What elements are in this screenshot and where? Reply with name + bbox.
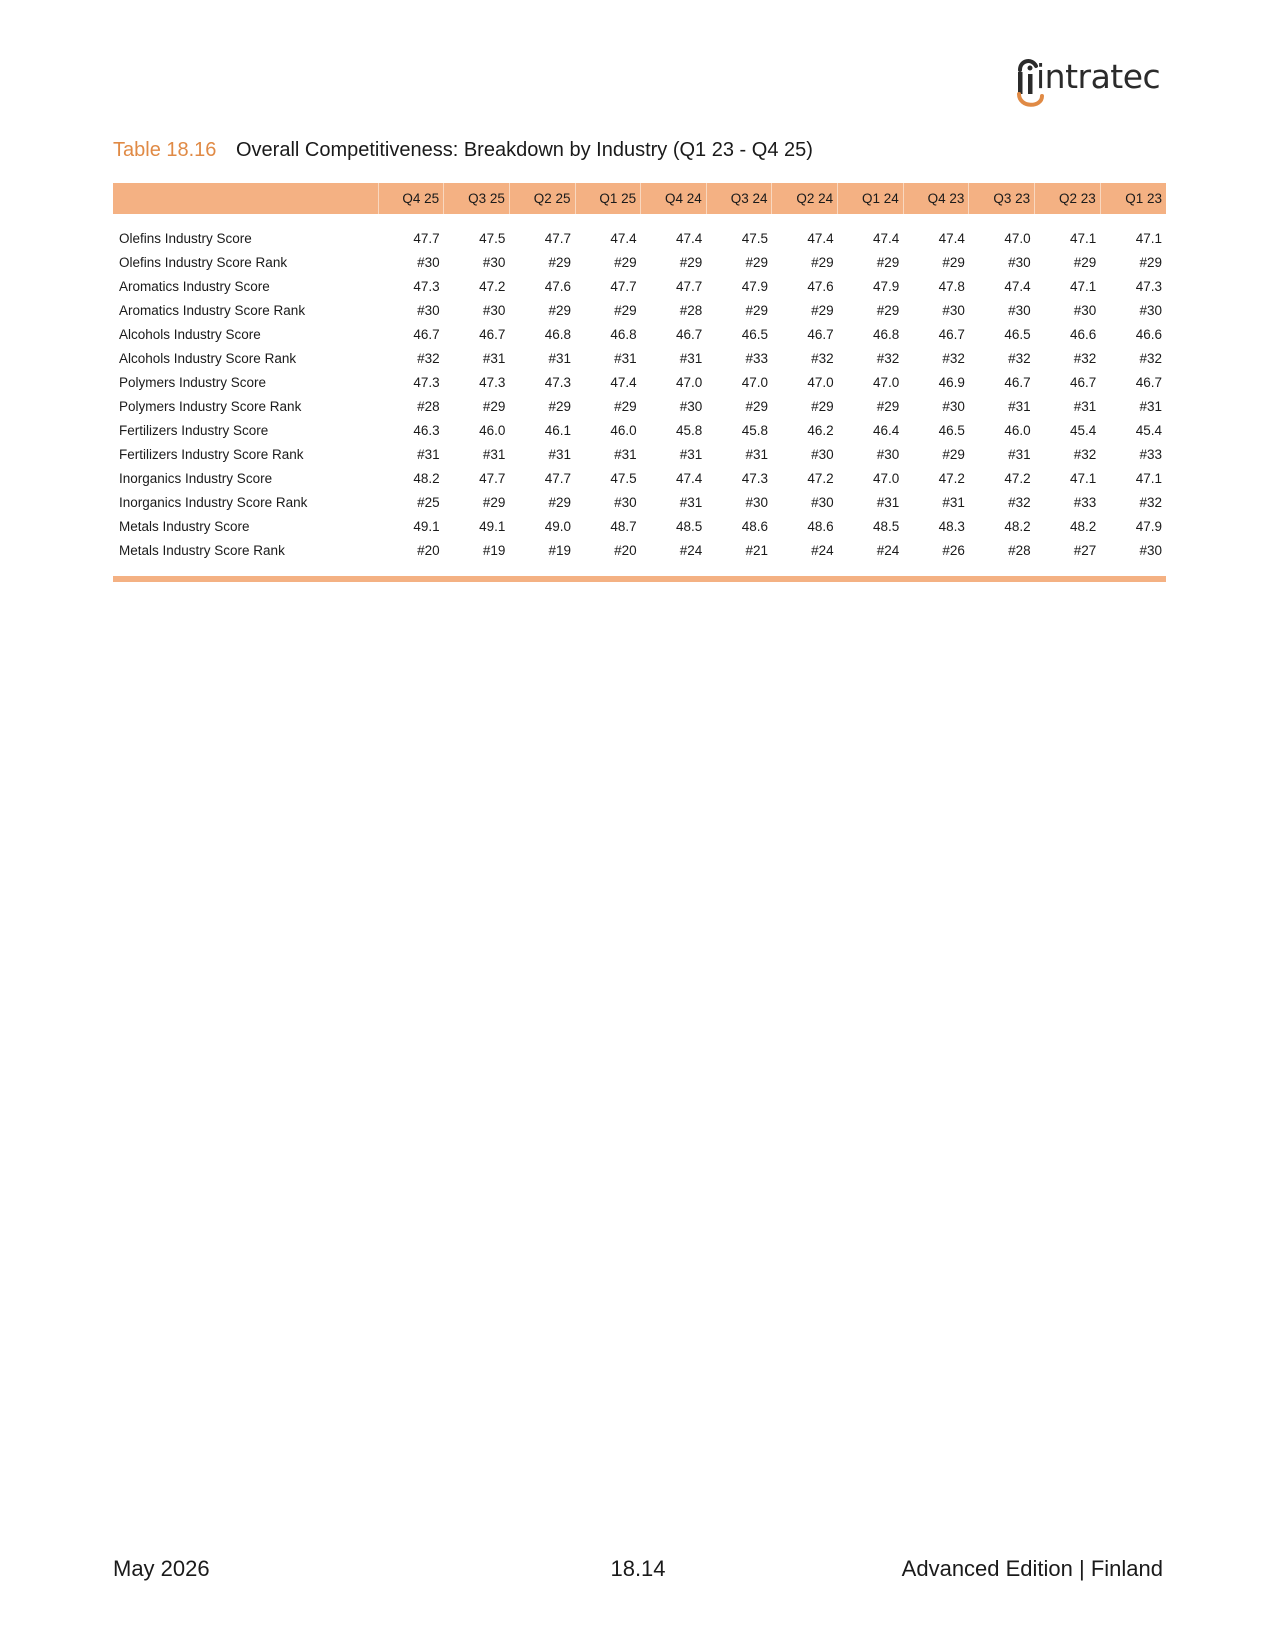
table-cell: #31 [942,494,965,510]
table-cell: #29 [942,254,965,270]
table-cell: #30 [942,302,965,318]
table-cell: #32 [876,350,900,366]
table-cell: #29 [811,398,834,414]
table-cell: 48.5 [676,518,703,534]
table-cell: #30 [811,446,834,462]
table-cell: 47.2 [479,278,506,294]
logo-wordmark: intratec [1036,57,1161,96]
table-cell: #31 [614,446,637,462]
table-row [113,250,1166,274]
table-cell: #29 [548,302,571,318]
table-cell: #31 [548,446,571,462]
table-cell: #30 [745,494,768,510]
table-cell: 47.1 [1069,278,1097,294]
row-label: Metals Industry Score Rank [119,542,285,558]
table-cell: #19 [482,542,506,558]
table-cell: #32 [1073,350,1097,366]
table-cell: 45.8 [676,422,703,438]
table-cell: #28 [417,398,440,414]
table-cell: #32 [811,350,834,366]
header-blank-cell [113,183,378,214]
column-header: Q2 25 [509,183,575,214]
table-cell: 47.4 [610,374,637,390]
table-cell: 46.8 [544,326,571,342]
table-cell: #30 [679,398,703,414]
table-cell: 46.6 [1069,326,1097,342]
table-cell: #30 [1008,254,1031,270]
table-cell: 46.0 [479,422,506,438]
row-label: Aromatics Industry Score [119,278,270,294]
table-cell: 48.7 [610,518,637,534]
table-cell: 46.5 [938,422,965,438]
table-cell: #21 [745,542,768,558]
table-cell: 47.0 [676,374,703,390]
table-cell: 47.7 [676,278,703,294]
table-cell: #31 [1008,446,1031,462]
table-cell: #29 [614,302,637,318]
table-cell: 46.7 [676,326,703,342]
row-label: Inorganics Industry Score [119,470,273,486]
table-cell: 45.4 [1069,422,1097,438]
column-header: Q4 23 [903,183,969,214]
table-cell: #33 [1139,446,1162,462]
table-cell: #29 [548,398,571,414]
table-cell: 49.1 [479,518,506,534]
row-label: Aromatics Industry Score Rank [119,302,306,318]
table-row [113,490,1166,514]
table-cell: 46.7 [807,326,834,342]
intratec-logo [1014,56,1166,112]
table-cell: #32 [1139,494,1162,510]
table-cell: #28 [1008,542,1031,558]
competitiveness-table [113,183,1166,562]
table-row [113,226,1166,250]
table-cell: 47.8 [938,278,965,294]
table-cell: 46.5 [741,326,768,342]
row-label: Fertilizers Industry Score Rank [119,446,304,462]
table-cell: 46.7 [1069,374,1097,390]
table-cell: #29 [745,302,768,318]
column-header: Q2 23 [1035,183,1101,214]
table-cell: 47.4 [873,230,900,246]
table-row [113,538,1166,562]
table-cell: 48.3 [938,518,965,534]
table-cell: 48.5 [873,518,900,534]
table-cell: 47.1 [1135,230,1162,246]
table-cell: #29 [679,254,703,270]
table-cell: 46.7 [1004,374,1031,390]
column-header: Q3 23 [969,183,1035,214]
table-cell: #29 [942,446,965,462]
table-cell: #32 [417,350,440,366]
column-header: Q1 25 [575,183,641,214]
table-cell: #32 [1073,446,1097,462]
row-label: Olefins Industry Score [119,230,252,246]
column-header: Q4 25 [378,183,444,214]
table-number: Table 18.16 [113,139,217,161]
table-cell: 47.6 [807,278,834,294]
table-cell: #30 [482,302,506,318]
table-cell: 49.0 [544,518,571,534]
table-cell: 48.2 [413,470,440,486]
table-cell: 46.8 [610,326,637,342]
table-cell: #33 [745,350,768,366]
table-cell: 47.0 [741,374,768,390]
table-cell: #29 [745,398,768,414]
table-cell: 46.7 [479,326,506,342]
row-label: Olefins Industry Score Rank [119,254,288,270]
table-cell: #30 [811,494,834,510]
table-cell: #31 [679,446,703,462]
table-cell: 47.7 [413,230,440,246]
table-cell: #29 [876,254,900,270]
table-cell: 46.5 [1004,326,1031,342]
table-cell: #31 [1008,398,1031,414]
table-cell: #31 [1073,398,1097,414]
table-cell: 47.0 [1004,230,1031,246]
column-header: Q1 23 [1100,183,1166,214]
table-cell: #32 [942,350,965,366]
table-cell: 47.4 [676,230,703,246]
table-cell: 49.1 [413,518,440,534]
table-bottom-rule [113,576,1166,582]
table-row [113,298,1166,322]
table-cell: #30 [417,254,440,270]
table-cell: 47.9 [741,278,768,294]
row-label: Inorganics Industry Score Rank [119,494,308,510]
table-cell: #31 [1139,398,1162,414]
table-cell: #29 [1073,254,1097,270]
table-cell: 47.9 [1135,518,1162,534]
table-cell: 47.3 [741,470,768,486]
table-cell: 48.6 [807,518,834,534]
table-cell: #19 [548,542,571,558]
table-cell: 46.3 [413,422,440,438]
row-label: Alcohols Industry Score [119,326,261,342]
table-cell: #29 [548,254,571,270]
table-cell: 46.0 [610,422,637,438]
table-cell: 46.7 [413,326,440,342]
table-cell: 47.0 [873,470,900,486]
table-cell: #30 [614,494,637,510]
table-cell: 46.1 [544,422,571,438]
footer-edition: Advanced Edition | Finland [901,1556,1163,1581]
table-cell: #31 [548,350,571,366]
column-header: Q1 24 [838,183,904,214]
table-caption [113,139,813,162]
table-title: Overall Competitiveness: Breakdown by Industry (Q1 23 - Q4 25) [235,139,813,161]
row-label: Polymers Industry Score [119,374,267,390]
table-cell: #24 [876,542,900,558]
footer-page-number: 18.14 [610,1556,666,1581]
table-cell: 47.2 [1004,470,1031,486]
table-cell: 46.7 [1135,374,1162,390]
row-label: Alcohols Industry Score Rank [119,350,297,366]
table-cell: 47.1 [1069,230,1097,246]
table-cell: #26 [942,542,965,558]
table-row [113,514,1166,538]
table-cell: #27 [1073,542,1097,558]
table-cell: 46.6 [1135,326,1162,342]
table-cell: #33 [1073,494,1097,510]
table-cell: 47.7 [544,470,571,486]
table-cell: #29 [876,302,900,318]
table-cell: 47.4 [1004,278,1031,294]
table-cell: #30 [942,398,965,414]
table-cell: #29 [482,494,506,510]
table-cell: 48.2 [1069,518,1097,534]
table-cell: #20 [614,542,637,558]
table-cell: #28 [679,302,703,318]
table-cell: #31 [679,494,703,510]
table-cell: 47.9 [873,278,900,294]
table-cell: #31 [482,446,506,462]
table-body [113,214,1166,562]
table-cell: #29 [614,398,637,414]
table-cell: 47.2 [938,470,965,486]
table-cell: 45.8 [741,422,768,438]
table-cell: 48.6 [741,518,768,534]
table-cell: 47.1 [1069,470,1097,486]
table-cell: 48.2 [1004,518,1031,534]
table-row [113,274,1166,298]
table-cell: #32 [1139,350,1162,366]
row-label: Polymers Industry Score Rank [119,398,302,414]
table-cell: #32 [1008,494,1031,510]
table-cell: #30 [1073,302,1097,318]
table-cell: #31 [745,446,768,462]
column-header: Q4 24 [641,183,707,214]
table-cell: 46.9 [938,374,965,390]
table-cell: #25 [417,494,440,510]
table-cell: 47.0 [807,374,834,390]
table-cell: 47.2 [807,470,834,486]
table-cell: #31 [876,494,900,510]
table-row [113,442,1166,466]
table-row [113,418,1166,442]
table-cell: #31 [417,446,440,462]
table-cell: 47.3 [413,374,440,390]
table-cell: 47.4 [610,230,637,246]
table-cell: 47.3 [1135,278,1162,294]
table-cell: #20 [417,542,440,558]
table-cell: 47.4 [807,230,834,246]
table-cell: 47.7 [544,230,571,246]
table-cell: #29 [614,254,637,270]
row-label: Fertilizers Industry Score [119,422,269,438]
table-cell: 47.5 [610,470,637,486]
column-header: Q3 24 [706,183,772,214]
table-cell: 47.5 [741,230,768,246]
footer-date: May 2026 [113,1556,210,1581]
table-cell: 46.4 [873,422,900,438]
table-cell: #24 [811,542,834,558]
table-cell: #29 [745,254,768,270]
table-cell: #29 [811,302,834,318]
table-cell: 46.2 [807,422,834,438]
table-row [113,466,1166,490]
table-cell: 46.0 [1004,422,1031,438]
table-cell: #30 [876,446,900,462]
table-cell: 46.8 [873,326,900,342]
table-cell: #31 [614,350,637,366]
table-cell: #32 [1008,350,1031,366]
table-cell: 47.5 [479,230,506,246]
table-cell: #30 [1139,542,1162,558]
table-cell: #24 [679,542,703,558]
table-row [113,394,1166,418]
table-cell: 47.6 [544,278,571,294]
table-cell: 47.3 [413,278,440,294]
table-cell: 47.7 [610,278,637,294]
table-cell: 47.4 [938,230,965,246]
table-row [113,322,1166,346]
table-cell: #30 [1139,302,1162,318]
table-cell: 47.4 [676,470,703,486]
table-cell: 47.0 [873,374,900,390]
table-cell: #31 [679,350,703,366]
table-cell: #29 [811,254,834,270]
table-cell: #29 [876,398,900,414]
table-cell: 47.1 [1135,470,1162,486]
table-cell: 47.7 [479,470,506,486]
table-cell: 47.3 [479,374,506,390]
table-cell: #30 [417,302,440,318]
column-header: Q3 25 [444,183,510,214]
table-cell: #29 [548,494,571,510]
table-cell: #31 [482,350,506,366]
row-label: Metals Industry Score [119,518,250,534]
table-spacer [113,214,1166,226]
data-table-container [113,183,1166,582]
table-cell: 46.7 [938,326,965,342]
table-cell: 45.4 [1135,422,1162,438]
table-cell: #29 [1139,254,1162,270]
table-row [113,370,1166,394]
table-cell: 47.3 [544,374,571,390]
table-cell: #29 [482,398,506,414]
table-cell: #30 [482,254,506,270]
table-cell: #30 [1008,302,1031,318]
table-row [113,346,1166,370]
table-header-row [113,183,1166,214]
column-header: Q2 24 [772,183,838,214]
